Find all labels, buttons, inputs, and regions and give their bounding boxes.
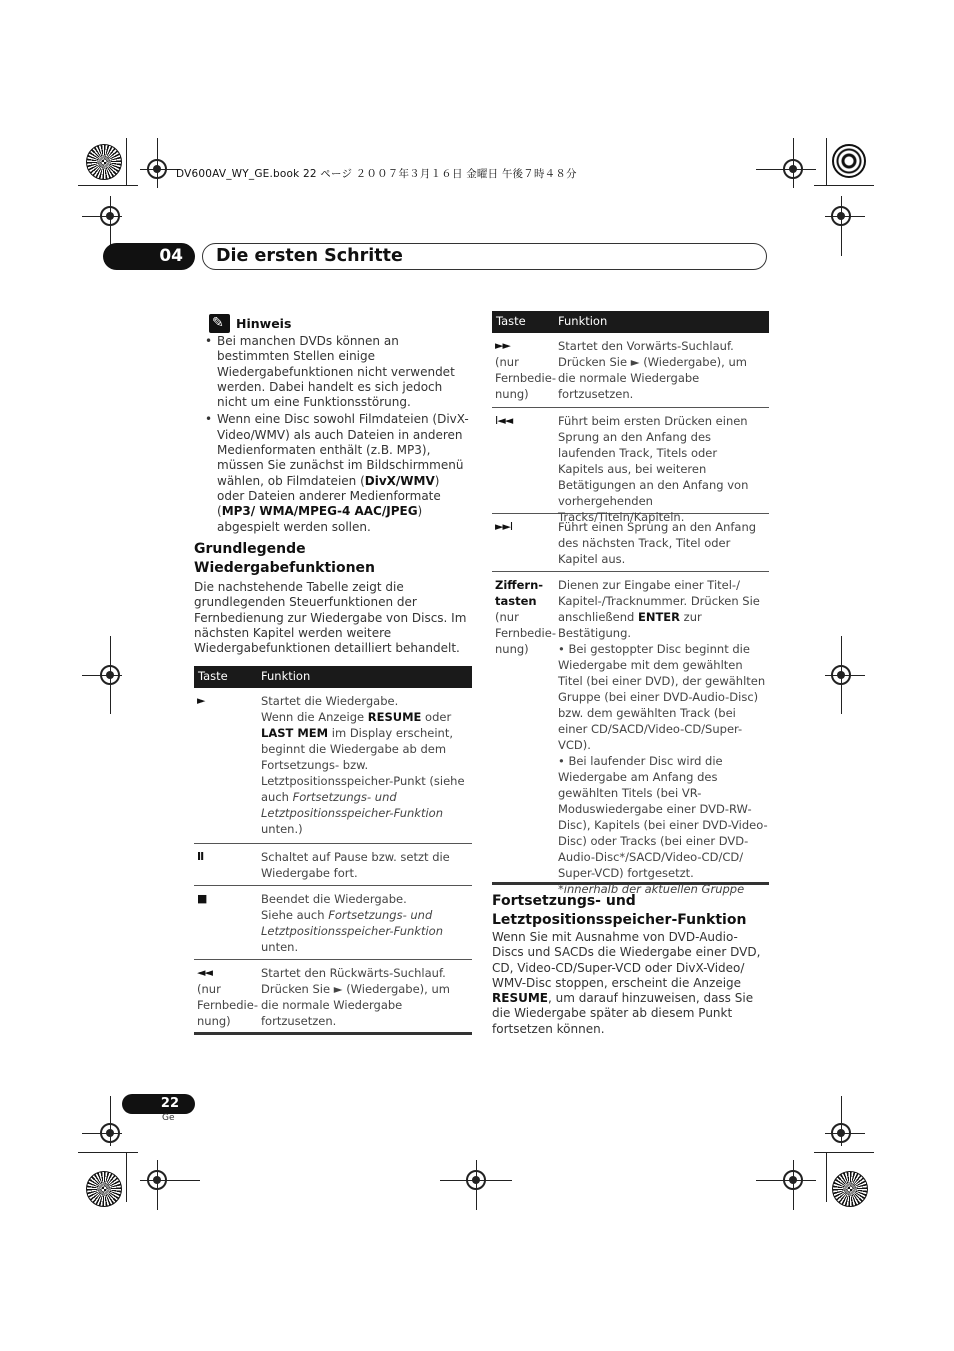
print-slug: DV600AV_WY_GE.book 22 ページ ２００７年３月１６日 金曜日 午後７時４８分 xyxy=(176,168,577,180)
row-key-label: Ziffern-tasten xyxy=(495,578,544,608)
section-heading: Grundlegende Wiedergabefunktionen xyxy=(194,541,376,576)
function-table-right xyxy=(492,311,769,896)
row-line: Startet die Wiedergabe. xyxy=(261,694,399,708)
chapter-title: Die ersten Schritte xyxy=(216,246,403,266)
row-key-note: (nur Fernbedie-nung) xyxy=(495,610,556,656)
row-key-note: (nur Fernbedie-nung) xyxy=(495,355,556,401)
row-bold: ENTER xyxy=(637,610,681,624)
crosshair-mark xyxy=(100,1123,120,1143)
note-item-text: Wenn eine Disc sowohl Filmdateien (DivX-Video/WMV) als auch Dateien in anderen Medienformaten enthält (z.B. MP3), müssen Sie zunächst im Bildschirmmenü wählen, ob Filmdateien ( xyxy=(217,412,469,488)
skip-forward-icon: ►►I xyxy=(495,520,513,533)
row-text xyxy=(261,693,469,837)
note-list xyxy=(204,334,470,535)
row-line xyxy=(261,709,469,837)
chapter-number: 04 xyxy=(103,243,195,270)
row-span: zur Bestätigung. xyxy=(558,610,702,640)
section-paragraph xyxy=(492,930,769,1037)
table-row xyxy=(492,514,769,572)
section-paragraph: Die nachstehende Tabelle zeigt die grundlegenden Steuerfunktionen der Fernbedienung zur Wiedergabe von Discs. Im nächsten Kapitel werden weitere Wiedergabefunktionen detailliert behandelt. xyxy=(194,580,467,656)
row-key xyxy=(495,577,557,657)
registration-rosette-top-right xyxy=(832,144,866,178)
registration-starburst-bottom-right xyxy=(832,1171,868,1207)
skip-back-icon: I◄◄ xyxy=(495,414,513,427)
row-line: • Bei gestoppter Disc beginnt die Wiedergabe mit dem gewählten Titel (bei einer DVD), der gewählten Gruppe (bei einer DVD-Audio-Disc) bzw. dem gewählten Track (bei einer CD/SACD/Video-CD/Super-VCD). xyxy=(558,642,766,752)
crosshair-mark xyxy=(831,1123,851,1143)
note-bold-text: MP3/ WMA/MPEG-4 AAC/JPEG xyxy=(221,504,418,519)
row-text: Führt beim ersten Drücken einen Sprung an den Anfang des laufenden Track, Titels oder Kapitels aus, bei weiteren Betätigungen an den Anfang von vorhergehenden Tracks/Titeln/Kapiteln. xyxy=(558,414,749,524)
crosshair-mark xyxy=(147,159,167,179)
note-item-text: Bei manchen DVDs können an bestimmten Stellen einige Wiedergabefunktionen nicht verwendet werden. Dabei handelt es sich jedoch nicht um eine Funktionsstörung. xyxy=(217,334,455,410)
row-key xyxy=(197,965,259,1029)
table-row xyxy=(194,844,472,886)
crosshair-mark xyxy=(783,1170,803,1190)
function-table-left xyxy=(194,666,472,1035)
row-text: Schaltet auf Pause bzw. setzt die Wiedergabe fort. xyxy=(261,850,450,880)
page-number: 22 xyxy=(122,1094,195,1114)
page-language: Ge xyxy=(162,1113,175,1123)
table-header xyxy=(492,311,769,333)
row-line: Startet den Rückwärts-Suchlauf. xyxy=(261,966,446,980)
crosshair-mark xyxy=(466,1170,486,1190)
note-bold-text: DivX/WMV xyxy=(364,473,435,488)
row-text xyxy=(558,577,768,897)
table-row xyxy=(194,960,472,1032)
rewind-icon: ◄◄ xyxy=(197,966,212,979)
table-header xyxy=(194,666,472,688)
table-row xyxy=(492,333,769,408)
stop-icon: ■ xyxy=(197,892,207,905)
row-line: Beendet die Wiedergabe. xyxy=(261,892,407,906)
table-row xyxy=(194,688,472,844)
crosshair-mark xyxy=(831,206,851,226)
row-key-note: (nur Fernbedie-nung) xyxy=(197,982,258,1028)
header-func: Funktion xyxy=(261,669,311,683)
row-bold: LAST MEM xyxy=(261,726,329,740)
note-item-text: ) oder Dateien anderer Medienformate ( xyxy=(217,473,441,519)
crosshair-mark xyxy=(831,665,851,685)
row-line: Drücken Sie ► (Wiedergabe), um die normale Wiedergabe fortzusetzen. xyxy=(558,355,747,401)
row-span: Dienen zur Eingabe einer Titel-/ Kapitel-/Tracknummer. Drücken Sie anschließend xyxy=(558,578,760,624)
row-bold: RESUME xyxy=(367,710,422,724)
row-span: Wenn die Anzeige xyxy=(261,710,368,724)
crosshair-mark xyxy=(783,159,803,179)
header-func: Funktion xyxy=(558,314,608,328)
section-heading: Fortsetzungs- und Letztpositionsspeicher-Funktion xyxy=(492,893,747,928)
row-line xyxy=(558,577,768,641)
row-italic: Fortsetzungs- und Letztpositionsspeicher-Funktion xyxy=(261,908,443,938)
note-item-text: ) abgespielt werden sollen. xyxy=(217,504,423,534)
row-span: oder xyxy=(421,710,452,724)
row-span: Siehe auch xyxy=(261,908,329,922)
row-line: • Bei laufender Disc wird die Wiedergabe am Anfang des gewählten Titels (bei VR-Moduswiedergabe einer DVD-RW-Disc), Kapitels (bei einer DVD-Video-Disc) oder Tracks (bei einer DVD-Audio-Disc*/SACD/Video-CD/CD/ Super-VCD) fortgesetzt. xyxy=(558,754,768,880)
table-end-rule xyxy=(194,1032,472,1035)
row-italic: *innerhalb der aktuellen Gruppe xyxy=(558,882,745,896)
crosshair-mark xyxy=(100,665,120,685)
row-key xyxy=(495,338,557,402)
paragraph-span: , um darauf hinzuweisen, dass Sie die Wiedergabe später ab diesem Punkt fortsetzen können. xyxy=(492,991,754,1036)
note-pencil-icon xyxy=(209,314,230,333)
registration-starburst-bottom-left xyxy=(86,1171,122,1207)
row-span: unten.) xyxy=(261,822,303,836)
table-row xyxy=(492,572,769,896)
row-span: im Display erscheint, beginnt die Wiedergabe ab dem Fortsetzungs- bzw. Letztpositionsspeicher-Punkt (siehe auch xyxy=(261,726,465,804)
row-line: Drücken Sie ► (Wiedergabe), um die normale Wiedergabe fortzusetzen. xyxy=(261,982,450,1028)
row-line: Startet den Vorwärts-Suchlauf. xyxy=(558,339,734,353)
registration-starburst-top-left xyxy=(86,144,122,180)
row-text xyxy=(558,338,768,402)
table-row xyxy=(194,886,472,960)
note-item xyxy=(204,412,470,534)
header-key: Taste xyxy=(198,669,228,683)
row-text xyxy=(261,965,471,1029)
row-line xyxy=(261,907,461,955)
play-icon: ► xyxy=(197,694,205,707)
paragraph-bold: RESUME xyxy=(492,991,548,1006)
crosshair-mark xyxy=(100,206,120,226)
row-text xyxy=(261,891,461,955)
row-text: Führt einen Sprung an den Anfang des nächsten Track, Titel oder Kapitel aus. xyxy=(558,520,757,566)
note-title: Hinweis xyxy=(236,316,292,331)
row-span: unten. xyxy=(261,940,299,954)
paragraph-span: Wenn Sie mit Ausnahme von DVD-Audio-Discs und SACDs die Wiedergabe einer DVD, CD, Video-CD/Super-VCD oder DivX-Video/ WMV-Disc stoppen, erscheint die Anzeige xyxy=(492,930,761,990)
row-italic: Fortsetzungs- und Letztpositionsspeicher-Funktion xyxy=(261,790,443,820)
table-row xyxy=(492,408,769,524)
crosshair-mark xyxy=(147,1170,167,1190)
pause-icon: II xyxy=(197,850,204,863)
note-item xyxy=(204,334,470,410)
fast-forward-icon: ►► xyxy=(495,339,510,352)
header-key: Taste xyxy=(496,314,526,328)
